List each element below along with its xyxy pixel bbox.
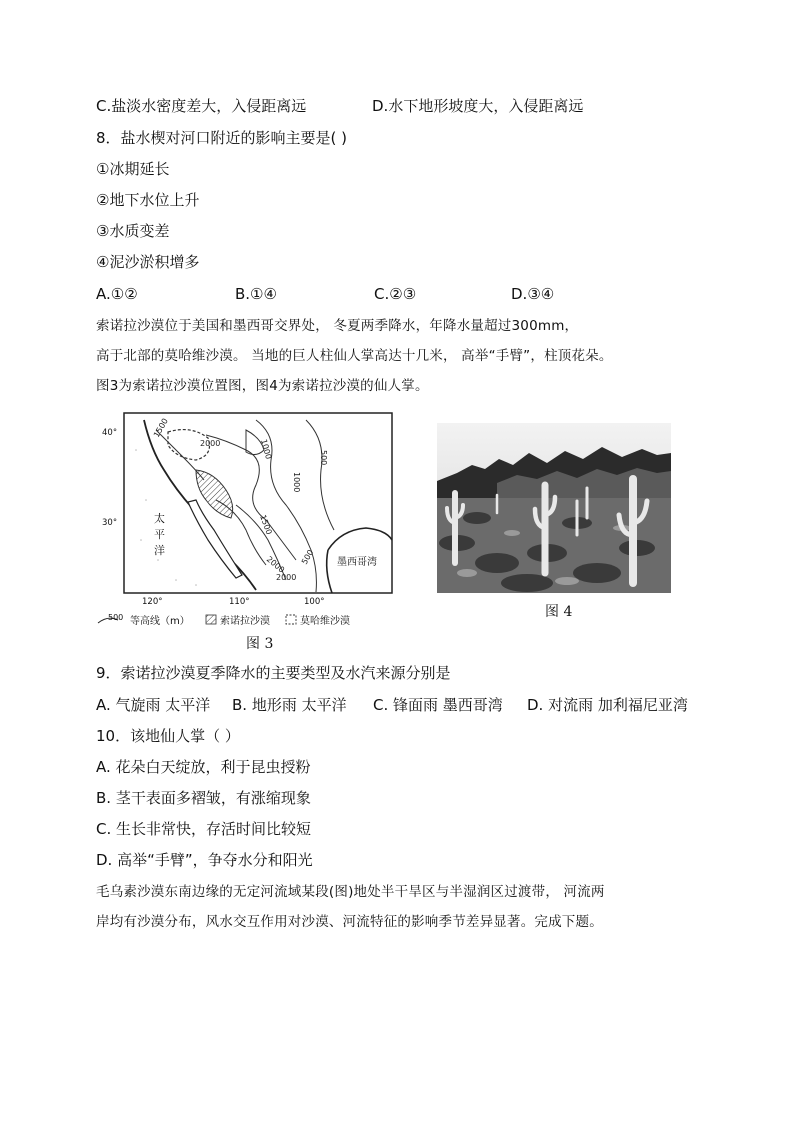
q9-option-c: C. 锋面雨 墨西哥湾 [373, 696, 503, 714]
contour-label: 2000 [200, 439, 221, 448]
legend-contour-sample: 500 [108, 613, 124, 622]
contour-label: 1000 [259, 438, 274, 461]
q8-item-4: ④泥沙淤积增多 [96, 253, 200, 271]
contour-label: 1500 [151, 416, 170, 439]
lon-label: 120° [142, 597, 163, 607]
q9-stem: 9．索诺拉沙漠夏季降水的主要类型及水汽来源分别是 [96, 664, 451, 682]
lon-label: 110° [229, 597, 250, 607]
legend-mojave: 莫哈维沙漠 [300, 616, 350, 627]
map-legend [98, 613, 350, 627]
q7-option-d: D.水下地形坡度大，入侵距离远 [372, 97, 584, 115]
lat-label: 30° [102, 518, 118, 528]
q10-option-b: B. 茎干表面多褶皱，有涨缩现象 [96, 789, 311, 807]
figure3-map [96, 410, 406, 655]
contour-label: 2000 [264, 554, 287, 575]
q10-option-a: A. 花朵白天绽放，利于昆虫授粉 [96, 758, 311, 776]
q9-options [96, 695, 706, 715]
legend-sonora: 索诺拉沙漠 [220, 616, 270, 627]
q8-option-c: C.②③ [374, 285, 417, 303]
figure4-photo [437, 423, 671, 593]
figure3-caption: 图 3 [246, 636, 274, 652]
contour-label: 500 [319, 450, 328, 466]
q8-item-2: ②地下水位上升 [96, 191, 200, 209]
passage2-line1: 毛乌素沙漠东南边缘的无定河流域某段(图)地处半干旱区与半湿润区过渡带， 河流两 [96, 884, 605, 900]
q8-stem: 8．盐水楔对河口附近的影响主要是( ) [96, 129, 348, 147]
q8-options [96, 284, 696, 304]
q9-option-d: D. 对流雨 加利福尼亚湾 [527, 696, 688, 714]
passage1-line1: 索诺拉沙漠位于美国和墨西哥交界处， 冬夏两季降水，年降水量超过300mm， [96, 318, 579, 334]
q8-item-1: ①冰期延长 [96, 160, 170, 178]
q10-option-c: C. 生长非常快，存活时间比较短 [96, 820, 312, 838]
ocean-label: 太 平 洋 [154, 512, 165, 557]
q8-item-3: ③水质变差 [96, 222, 170, 240]
passage1-line2: 高于北部的莫哈维沙漠。 当地的巨人柱仙人掌高达十几米， 高举“手臂”，柱顶花朵。 [96, 348, 613, 364]
gulf-label: 墨西哥湾 [337, 557, 377, 568]
q10-option-d: D. 高举“手臂”，争夺水分和阳光 [96, 851, 313, 869]
q7-option-c: C.盐淡水密度差大，入侵距离远 [96, 97, 307, 115]
passage2-line2: 岸均有沙漠分布，风水交互作用对沙漠、河流特征的影响季节差异显著。完成下题。 [96, 914, 603, 930]
lat-label: 40° [102, 428, 118, 438]
q8-option-b: B.①④ [235, 285, 277, 303]
q10-stem: 10．该地仙人掌（ ） [96, 727, 240, 745]
contour-label: 1500 [258, 513, 274, 536]
q8-option-d: D.③④ [511, 285, 555, 303]
q8-option-a: A.①② [96, 285, 138, 303]
q9-option-a: A. 气旋雨 太平洋 [96, 696, 211, 714]
figure4-caption: 图 4 [545, 604, 573, 620]
contour-label: 2000 [276, 573, 297, 582]
passage1-line3: 图3为索诺拉沙漠位置图，图4为索诺拉沙漠的仙人掌。 [96, 378, 429, 394]
contour-label: 1000 [292, 472, 301, 493]
lon-label: 100° [304, 597, 325, 607]
legend-contour: 等高线（m） [130, 616, 190, 627]
q9-option-b: B. 地形雨 太平洋 [232, 696, 347, 714]
contour-label: 500 [299, 548, 316, 566]
